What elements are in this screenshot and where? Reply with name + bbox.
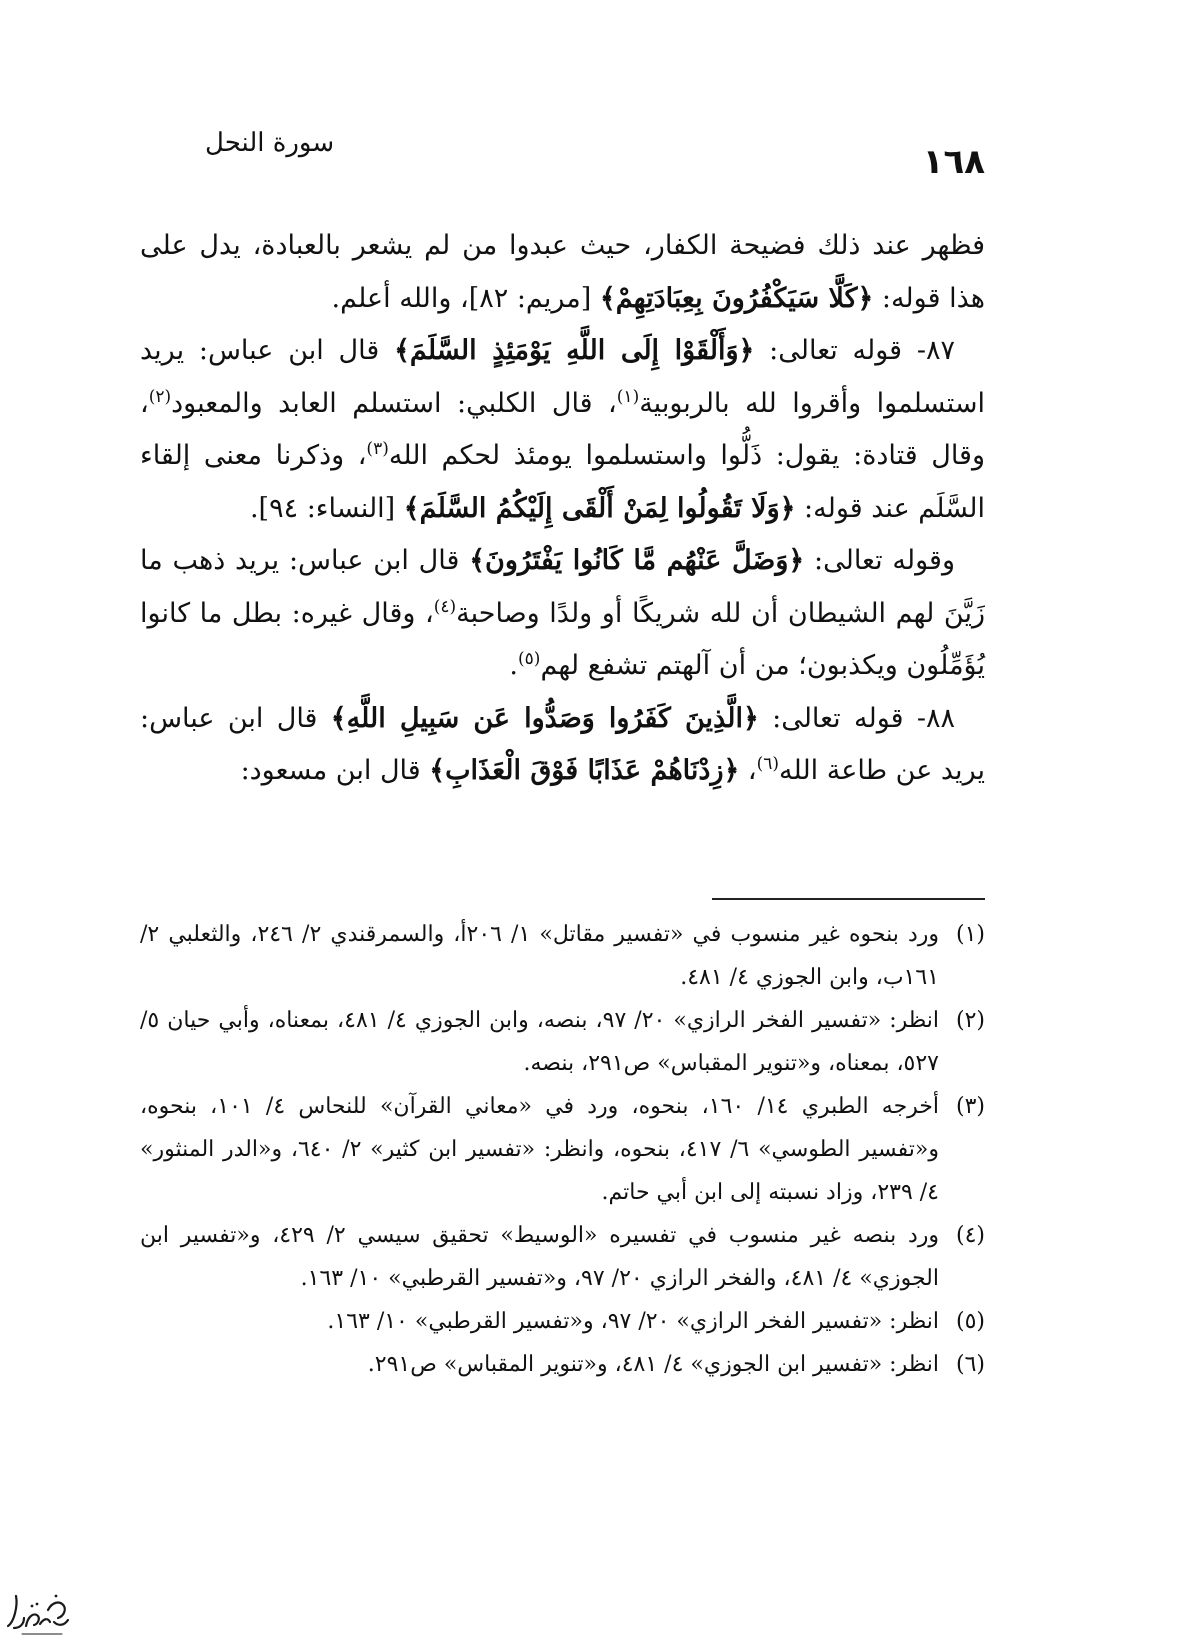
footnote-item xyxy=(140,999,985,1085)
footnote-item xyxy=(140,1300,985,1343)
text-run: ، وقال غيره: بطل ما كانوا يُؤَمِّلُون ويكذبون؛ من أن آلهتم تشفع لهم xyxy=(140,597,985,681)
quran-verse: ﴿وَضَلَّ عَنْهُم مَّا كَانُوا يَفْتَرُونَ﴾ xyxy=(469,545,805,576)
footnote-ref[interactable]: (١) xyxy=(616,386,640,407)
footnote-item xyxy=(140,1085,985,1214)
quran-verse: ﴿وَأَلْقَوْا إِلَى اللَّهِ يَوْمَئِذٍ السَّلَمَ﴾ xyxy=(394,335,755,366)
text-run: قال ابن عباس: يريد استسلموا وأقروا لله بالربوبية xyxy=(140,335,985,419)
page-number: ١٦٨ xyxy=(922,142,985,182)
footnote-item xyxy=(140,1343,985,1386)
text-run: ٨٧- قوله تعالى: xyxy=(754,335,955,366)
footnote-number: (٥) xyxy=(955,1309,985,1334)
footnote-text: انظر: «تفسير ابن الجوزي» ٤/ ٤٨١، و«تنوير المقباس» ص٢٩١. xyxy=(367,1352,939,1377)
paragraph xyxy=(140,693,985,798)
footnote-ref[interactable]: (٦) xyxy=(756,754,780,774)
calligraphy-logo-icon xyxy=(4,1588,72,1638)
footnote-number: (٦) xyxy=(955,1352,985,1377)
paragraph xyxy=(140,220,985,325)
text-run: . xyxy=(509,650,519,681)
footnote-item xyxy=(140,913,985,999)
footnote-ref[interactable]: (٥) xyxy=(518,649,541,669)
text-run: قال ابن مسعود: xyxy=(240,755,430,786)
text-run: فظهر عند ذلك فضيحة الكفار، حيث عبدوا من لم يشعر بالعبادة، يدل على هذا قوله: xyxy=(140,230,985,314)
footnote-number: (١) xyxy=(955,922,985,947)
footnote-ref[interactable]: (٣) xyxy=(366,439,389,459)
footnote-separator xyxy=(712,898,985,900)
quran-verse: ﴿زِدْنَاهُمْ عَذَابًا فَوْقَ الْعَذَابِ﴾ xyxy=(429,755,740,786)
footnote-text: انظر: «تفسير الفخر الرازي» ٢٠/ ٩٧، و«تفسير القرطبي» ١٠/ ١٦٣. xyxy=(327,1309,939,1334)
text-run: [مريم: ٨٢]، والله أعلم. xyxy=(331,282,600,314)
text-run: وقوله تعالى: xyxy=(804,545,955,576)
text-run: قال ابن عباس: يريد ذهب ما زَيَّنَ لهم الشيطان أن لله شريكًا أو ولدًا وصاحبة xyxy=(140,545,985,629)
footnote-number: (٤) xyxy=(955,1223,985,1248)
text-run: قال ابن عباس: يريد عن طاعة الله xyxy=(140,702,985,786)
footnote-text: انظر: «تفسير الفخر الرازي» ٢٠/ ٩٧، بنصه، وابن الجوزي ٤/ ٤٨١، بمعناه، وأبي حيان ٥/ ٥٢٧، بمعناه، و«تنوير المقباس» ص٢٩١، بنصه. xyxy=(140,1008,940,1076)
footnote-number: (٣) xyxy=(955,1094,985,1119)
footnotes xyxy=(140,913,985,1386)
text-run: ٨٨- قوله تعالى: xyxy=(758,702,955,734)
footnote-ref[interactable]: (٢) xyxy=(148,386,172,407)
text-run: ، xyxy=(739,755,757,786)
text-run: ، قال الكلبي: استسلم العابد والمعبود xyxy=(171,387,617,419)
footnote-ref[interactable]: (٤) xyxy=(433,596,457,617)
quran-verse: ﴿الَّذِينَ كَفَرُوا وَصَدُّوا عَن سَبِيلِ اللَّهِ﴾ xyxy=(330,702,759,734)
footnote-number: (٢) xyxy=(955,1008,985,1033)
page-header xyxy=(140,120,985,190)
footnote-text: ورد بنصه غير منسوب في تفسيره «الوسيط» تحقيق سيسي ٢/ ٤٢٩، و«تفسير ابن الجوزي» ٤/ ٤٨١، والفخر الرازي ٢٠/ ٩٧، و«تفسير القرطبي» ١٠/ ١٦٣. xyxy=(140,1223,940,1291)
paragraph xyxy=(140,535,985,693)
main-text xyxy=(140,220,985,798)
footnote-item xyxy=(140,1214,985,1300)
quran-verse: ﴿كَلَّا سَيَكْفُرُونَ بِعِبَادَتِهِمْ﴾ xyxy=(599,282,874,314)
text-run: [النساء: ٩٤]. xyxy=(249,492,404,524)
quran-verse: ﴿وَلَا تَقُولُوا لِمَنْ أَلْقَى إِلَيْكُمُ السَّلَمَ﴾ xyxy=(403,492,796,524)
footnote-text: ورد بنحوه غير منسوب في «تفسير مقاتل» ١/ ٢٠٦أ، والسمرقندي ٢/ ٢٤٦، والثعلبي ٢/ ١٦١ب، وابن الجوزي ٤/ ٤٨١. xyxy=(140,922,940,990)
footnote-text: أخرجه الطبري ١٤/ ١٦٠، بنحوه، ورد في «معاني القرآن» للنحاس ٤/ ١٠١، بنحوه، و«تفسير الطوسي» ٦/ ٤١٧، بنحوه، وانظر: «تفسير ابن كثير» ٢/ ٦٤٠، و«الدر المنثور» ٤/ ٢٣٩، وزاد نسبته إلى ابن أبي حاتم. xyxy=(140,1094,940,1205)
paragraph xyxy=(140,325,985,535)
surah-title: سورة النحل xyxy=(205,128,335,158)
text-run: ، وقال قتادة: يقول: ذَلُّوا واستسلموا يومئذ لحكم الله xyxy=(140,387,985,471)
text-run: ، وذكرنا معنى إلقاء السَّلَم عند قوله: xyxy=(140,440,985,524)
